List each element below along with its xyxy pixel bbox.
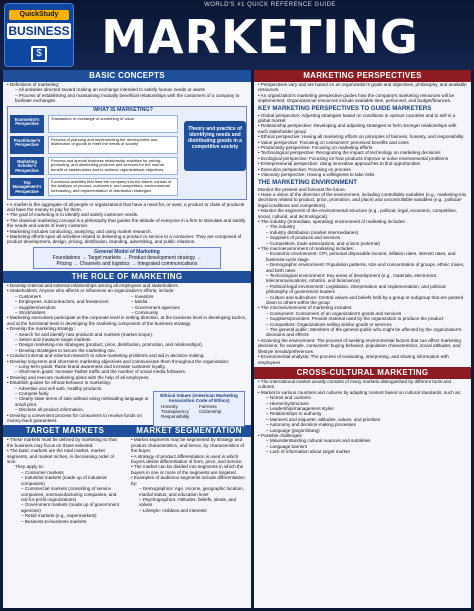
text-line: • Marketing executives participate at the corporate level in setting direction, at the business level in developing tactics, and at the functional level in developing the marketing component of the business strategy. — [7, 315, 247, 326]
market-segmentation-section — [127, 425, 251, 524]
list-item: • Relationship perspective: Developing and adjusting strategies to form stronger relationships with each stakeholder group — [258, 123, 457, 134]
text-line: – Suppliers of products and services — [266, 235, 341, 241]
header — [0, 0, 474, 70]
row-label: Practitioner's Perspective — [10, 136, 44, 154]
basic-concepts-intro — [3, 82, 251, 104]
general-model-line: Foundations → Target markets → Product development strategy → — [52, 254, 202, 261]
list-item: • Ecological perspective: Focusing on how products improve or solve environmental problems — [258, 155, 449, 161]
ethical-values-title: Ethical Values (American Marketing Association Code of Ethics) — [160, 392, 238, 403]
text-line: – Consumers: Consumers of an organization's goods and services — [266, 310, 402, 316]
list-item: Responsibility — [161, 413, 190, 419]
list-item: – Manners and etiquette; attitudes, values, and priorities — [266, 416, 381, 422]
list-item: Citizenship — [199, 408, 222, 414]
market-segmentation-heading: MARKET SEGMENTATION — [127, 425, 251, 437]
list-item: – Autonomy and decision-making processes — [266, 422, 356, 428]
perspectives-intro — [254, 82, 471, 104]
logo-top-text: QuickStudy — [9, 10, 69, 20]
ethical-values-box — [153, 391, 245, 427]
diagram-row — [10, 178, 180, 196]
text-line: – Process of establishing and maintaining mutually beneficial relationships with the customers of a company to facilitate exchanges — [15, 92, 240, 104]
text-line: – Competitors, trade associations, and unions (external) — [266, 240, 380, 246]
general-model-title: General Model of Marketing — [94, 248, 160, 255]
text-line: – Develop strategies to secure the marketing mix. — [15, 347, 116, 353]
market-segmentation-body — [127, 437, 251, 513]
list-item: – Lack of information about target market — [266, 449, 350, 455]
text-line: – Lifestyle: Hobbies and interests — [139, 507, 207, 513]
text-line: – Long-term goals: Raise brand awareness and increase customer loyalty. — [15, 363, 166, 369]
list-item: • Global perspective: Adjusting strategies based on conditions in various countries and to sell in a global market — [258, 112, 456, 124]
key-perspectives-list — [254, 113, 471, 178]
text-line: • Market segments may be segmented by strategy and product characteristics, and hence, by characteristics of the buyer. — [131, 437, 245, 454]
text-line: • Develop long-term and short-term marketing objectives and communicate them throughout the organization: — [7, 358, 230, 364]
text-line: • Possible challenges: — [258, 432, 303, 438]
target-markets-body — [3, 437, 127, 524]
basic-concepts-body — [3, 202, 251, 245]
cross-cultural-heading: CROSS-CULTURAL MARKETING — [254, 367, 471, 379]
text-line: • Marketing efforts span all activities related to delivering a product or service to a consumer. They are composed of product development, design, pricing, distribution, branding, advertising, and public relations. — [7, 234, 242, 245]
text-line: • Market to various countries and cultures by adapting content based on cultural standards, such as: — [258, 389, 462, 395]
text-line: • The goal of marketing is to identify and satisfy customer needs. — [7, 212, 139, 218]
marketing-environment-heading: THE MARKETING ENVIRONMENT — [258, 178, 357, 186]
text-line: • These markets must be defined by marketing so that the business may focus on those selected. — [7, 437, 117, 448]
list-item: – Government agencies — [131, 304, 180, 310]
list-item: – Community — [131, 309, 159, 315]
key-perspectives-heading: KEY MARKETING PERSPECTIVES TO GUIDE MARKETERS — [258, 104, 432, 112]
list-item: – Language (jargon/slang) — [266, 427, 320, 433]
text-line: – Retail markets (e.g., supermarkets) — [21, 513, 97, 519]
cross-cultural-body — [254, 379, 471, 455]
text-line: – Demographics: Age, income, geographic location, marital status, and education level — [139, 486, 244, 497]
list-item: • Productivity perspective: Focusing on marketing efforts — [258, 145, 373, 151]
text-line: • Scanning the environment: The process of seeking environmental factors that can affect marketing decisions; for example, consumers' buying behavior, population characteristics, social attitudes, and lifestyle trends/preferences — [258, 337, 461, 354]
role-section — [3, 283, 251, 424]
text-line: – Economic environment: CPI, personal disposable income, inflation rates, interest rates, and business-cycle stage — [266, 251, 456, 262]
row-label: Marketing Scholar's Perspective — [10, 157, 44, 175]
text-line: • Environmental analysis: The process of evaluating, interpreting, and sharing information with employees — [258, 354, 449, 365]
text-line: – Competitors: Organizations selling similar goods or services — [266, 321, 392, 327]
basic-concepts-heading: BASIC CONCEPTS — [3, 70, 251, 82]
text-line: • Monitor the segments of the environmental structure (e.g., political, legal, economic, competitive, social, cultural, and technological). — [258, 208, 457, 219]
text-line: • Develop internal and external relationships among all employees and stakeholders. — [7, 282, 179, 288]
logo-main-text: BUSINESS — [8, 24, 70, 38]
list-item: • Execution perspective: Focusing on process — [258, 166, 351, 172]
text-line: • Stakeholders: Anyone who affects or influences an organization's efforts; include: — [7, 288, 175, 294]
list-item: Honesty — [161, 403, 178, 409]
text-line: • The classical marketing concept is a philosophy that guides the attitude of everyone in a firm to stimulate and satisfy the needs and wants of every customer. — [7, 217, 246, 229]
text-line: – Business-to-business markets — [21, 518, 87, 524]
text-line: • Establish guides for ethical behavior in marketing: — [7, 380, 112, 386]
page-title: MARKETING — [101, 10, 419, 64]
text-line: – Industrial markets (made up of industrial companies) — [21, 475, 107, 486]
list-item: – Misunderstanding cultural nuances and subtleties — [266, 438, 371, 444]
list-item: – Media — [131, 299, 148, 305]
quickstudy-logo — [4, 3, 74, 67]
list-item: – Stockholders — [15, 309, 46, 315]
text-line: – Demographic environment: Population patterns, size and concentration of groups, ethnic mixes, and birth rates — [266, 262, 465, 273]
list-item: Fairness — [199, 403, 217, 409]
text-line: • The market can be divided into segments in which the buyers in one or more of the segments are targeted. — [131, 464, 244, 475]
text-line: They apply to: — [15, 464, 44, 470]
left-column — [3, 70, 251, 608]
what-is-marketing-diagram — [7, 106, 247, 200]
list-item: – Investors — [131, 293, 154, 299]
row-definition: Functional activities that lead the company into the future; consist of the analysis of product, customers, and competitors; environmental forecasting; and implementation of distribution strategies — [48, 178, 178, 196]
text-line: – Clearly state terms of sale without using misleading language or small print. — [15, 396, 149, 407]
diagram-row — [10, 157, 180, 175]
row-label: Economist's Perspective — [10, 115, 44, 133]
ethical-values-list — [155, 403, 243, 420]
text-line: – Compete fairly. — [15, 391, 50, 396]
diagram-core-definition: Theory and practice of identifying needs and distributing goods in a competitive society — [184, 121, 246, 171]
stakeholder-list — [7, 294, 247, 316]
text-line: • Develop and execute marketing plans with the help of all employees. — [7, 374, 150, 380]
dollar-icon: $ — [31, 46, 47, 62]
role-heading: THE ROLE OF MARKETING — [3, 271, 251, 283]
text-line: Monitor the present and forecast the future. — [258, 186, 347, 192]
text-line: • Have a vision of the direction of the environment, including controllable variables (e.g., marketing-mix decisions related to product, price, promotion, and place) and uncontrollable variables (e.g., political-legal conditions and competitors). — [258, 191, 467, 208]
text-line: • Conduct internal and external research to solve marketing problems and aid in decision-making. — [7, 353, 205, 359]
tagline: WORLD'S #1 QUICK REFERENCE GUIDE — [204, 2, 336, 8]
list-item: – Language barriers — [266, 443, 308, 449]
text-line: – Consumer markets — [21, 469, 64, 475]
text-line: – Advertise and sell safe, healthy products. — [15, 385, 103, 391]
text-line: • Develop a convenient process for consumers to receive funds on money-back guarantees. — [7, 412, 142, 424]
text-line: – Short-term goals: Increase Twitter traffic and the number of social media followers. — [15, 369, 187, 375]
text-line: – Government markets (made up of government agencies) — [21, 502, 120, 513]
list-item: • Entrepreneurial perspective: Using innovative approaches to find opportunities — [258, 161, 420, 167]
marketing-environment-body — [254, 187, 471, 365]
diagram-row — [10, 115, 180, 133]
list-item: – Norms and customs — [266, 395, 311, 401]
list-item: – Hierarchy/structure — [266, 400, 309, 406]
target-markets-section — [3, 425, 127, 524]
text-line: – Disclose all product information. — [15, 407, 84, 413]
text-line: • Marketing includes conducting, analyzing, and using market research. — [7, 228, 152, 234]
text-line: – Design marketing-mix strategies (product, price, distribution, promotion, and relationships). — [15, 342, 203, 348]
right-column — [254, 70, 471, 608]
list-item: – Suppliers/vendors — [15, 304, 56, 310]
row-definition: Process and special business relationship activities for pricing, promoting, and distributing products and services for the mutual benefit of stakeholders and to achieve organizational objectives — [48, 157, 178, 175]
text-line: • A market is the aggregate of all people or organizations that have a need for, or want, a product or class of products and have the money to pay for them. — [7, 201, 245, 213]
list-item: • Value perspective: Focusing on consumers' perceived benefits and costs — [258, 139, 409, 145]
row-label: Top Management's Perspective — [10, 178, 44, 196]
text-line: – Psychographics: Attitudes, beliefs, ideals, and values — [139, 496, 237, 508]
text-line: – Commercial markets (consisting of service companies, nonmanufacturing companies, and not-for-profit organizations) — [21, 486, 117, 502]
text-line: – Technological environment: Key areas of development (e.g., materials, electronics, telecommunications, robotics, and bioscience) — [266, 273, 438, 284]
bottom-sections — [3, 425, 251, 524]
general-model-box — [33, 247, 221, 269]
text-line: • An organization's marketing perspective guides how the company's marketing resources will be implemented. Organizational resources include available time, personnel, and budget/finances. — [258, 92, 455, 104]
text-line: • The macroenvironment of marketing includes: — [258, 245, 354, 251]
row-definition: Process of planning and implementing the development and distribution of goods to meet the needs of society — [48, 136, 178, 154]
text-line: • Definitions of marketing: — [7, 82, 60, 87]
text-line: • The microenvironment of marketing includes: — [258, 305, 353, 311]
marketing-perspectives-heading: MARKETING PERSPECTIVES — [254, 70, 471, 82]
text-line: – The general public: Members of the general public who might be affected by the organization's decisions and effects — [266, 327, 462, 338]
text-line: – Select and measure target markets. — [15, 336, 92, 342]
list-item: – Leadership/management styles — [266, 405, 334, 411]
text-line: – Culture and subculture: Central values and beliefs held by a group or subgroup that are passed down to others within the group — [266, 294, 464, 306]
text-line: • The international market usually consists of many markets distinguished by different tools and cultures. — [258, 378, 451, 390]
text-line: – Search for and identify new products and markets (market scope). — [15, 331, 154, 337]
target-markets-heading: TARGET MARKETS — [3, 425, 127, 437]
text-line: • Examples of audience segments include differentiation by: — [131, 475, 245, 486]
list-item: – Customers — [15, 293, 42, 299]
diagram-row — [10, 136, 180, 154]
text-line: • Perspectives vary and are based on an organization's goals and objectives, philosophy, and available resources. — [258, 82, 467, 93]
text-line: – All activities directed toward making an exchange intended to satisfy human needs or wants — [15, 87, 205, 93]
text-line: • The industry (immediate, operating) environment of marketing includes: — [258, 218, 406, 224]
list-item: – Relationships to authority — [266, 411, 322, 417]
text-line: • A strategy of product differentiation is used in which buyers desire differentiation of form, price, and service. — [131, 453, 243, 465]
list-item: Transparency — [161, 408, 189, 414]
text-line: – Political-legal environment: Legislation, interpretation and implementation, and political philosophy of government leaders — [266, 283, 446, 295]
list-item: • Technological perspective: Recognizing the impact of technology on marketing decisions — [258, 150, 441, 156]
text-line: • The basic markets are the total market, market segments, and market niches, in decreasing order of size. — [7, 448, 114, 465]
diagram-title: WHAT IS MARKETING? — [93, 106, 153, 113]
text-line: – Suppliers/providers: Provide material used by the organization to produce the product — [266, 316, 444, 322]
text-line: – Industry distribution (market intermediaries) — [266, 229, 359, 235]
list-item: – Employees, subcontractors, and freelancers — [15, 299, 109, 305]
text-line: • Develop the marketing strategy: — [7, 326, 75, 332]
row-definition: Transaction or exchange of something of value — [48, 115, 178, 133]
general-model-line: Pricing → Channels and logistics → Integrated communications — [56, 260, 198, 267]
list-item: • Ethical perspective: Having all marketing efforts on principles of fairness, honesty, and responsibility — [258, 134, 464, 140]
list-item: • Visionary perspective: Having a willingness to take risks — [258, 172, 375, 178]
text-line: – The industry — [266, 224, 296, 230]
